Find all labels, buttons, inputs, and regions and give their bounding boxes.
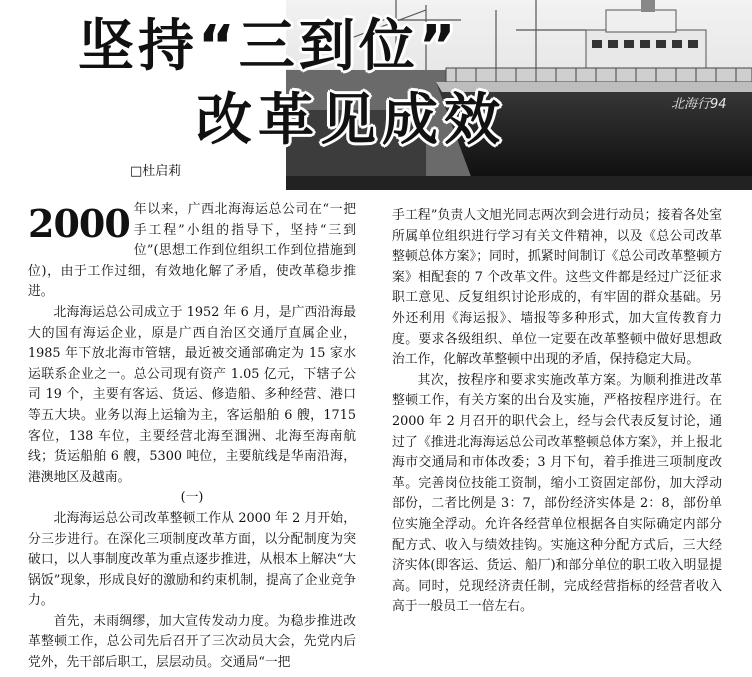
paragraph-4: 首先，未雨绸缪，加大宣传发动力度。为稳步推进改革整顿工作，总公司先后召开了三次动员大会，先党内后党外，先干部后职工，层层动员。交通局“一把 [28,613,356,671]
paragraph-5: 手工程”负责人文旭光同志两次到会进行动员；接着各处室所属单位组织进行学习有关文件精神，以及《总公司改革整顿总体方案》；同时，抓紧时间制订《总公司改革整顿方案》相配套的 7 个改革文件。这些文件都是经过广泛征求职工意见、反复组织讨论形成的，有牢固的群众基础。另外还利用《海运报》、墙报等多种形式，加大宣传教育力度。要求各级组织、单位一定要在改革整顿中做好思想政治工作，化解改革整顿中出现的矛盾，保持稳定大局。 [392,208,722,368]
ship-name-text: 北海行94 [671,97,727,112]
article-byline: □杜启莉 [130,164,182,179]
paragraph-3: 北海海运总公司改革整顿工作从 2000 年 2 月开始，分三步进行。在深化三项制度改革方面，以分配制度为突破口，以人事制度改革为重点逐步推进，从根本上解决“大锅饭”现象，形成良好的激励和约束机制，提高了企业竞争力。 [28,510,356,609]
section-heading-1: (一) [180,490,204,506]
dropcap-year: 2000 [28,201,130,246]
paragraph-2: 北海海运总公司成立于 1952 年 6 月，是广西沿海最大的国有海运企业，原是广西自治区交通厅直属企业，1985 年下放北海市管辖，最近被交通部确定为 15 家水运联系企业之一。总公司现有资产 1.05 亿元，下辖子公司 19 个，主要有客运、货运、修造船、多种经营、港口等五大块。业务以海上运输为主，客运船舶 6 艘，1715 客位，138 车位，主要经营北海至涠洲、北海至海南航线；货运船舶 6 艘，5300 吨位，主要航线是华南沿海，港澳地区及越南。 [28,304,356,485]
article-column-right [392,206,722,618]
article-title-line2: 改革见成效 [196,88,506,153]
paragraph-1: 2000 年以来，广西北海海运总公司在“一把手工程”小组的指导下，坚持“三到位”(思想工作到位组织工作到位措施到位)，由于工作过细，有效地化解了矛盾，使改革稳步推进。 [28,201,356,300]
article-title-line1: 坚持“三到位” [78,14,460,79]
paragraph-6: 其次，按程序和要求实施改革方案。为顺利推进改革整顿工作，有关方案的出台及实施，严格按程序进行。在 2000 年 2 月召开的职代会上，经与会代表反复讨论，通过了《推进北海海运总公司改革整顿总体方案》，并上报北海市交通局和市体改委；3 月下旬，着手推进三项制度改革。完善岗位技能工资制，缩小工资固定部份，加大浮动部份，二者比例是 3：7，部份经济实体是 2：8，部份单位实施全浮动。允许各经营单位根据各自实际确定内部分配方式、收入与绩效挂钩。实施这种分配方式后，三大经济实体(即客运、货运、船厂)和部分单位的职工收入明显提高。同时，兑现经济责任制，完成经营指标的经营者收入高于一般员工一倍左右。 [392,372,722,615]
article-column-left [28,200,356,674]
